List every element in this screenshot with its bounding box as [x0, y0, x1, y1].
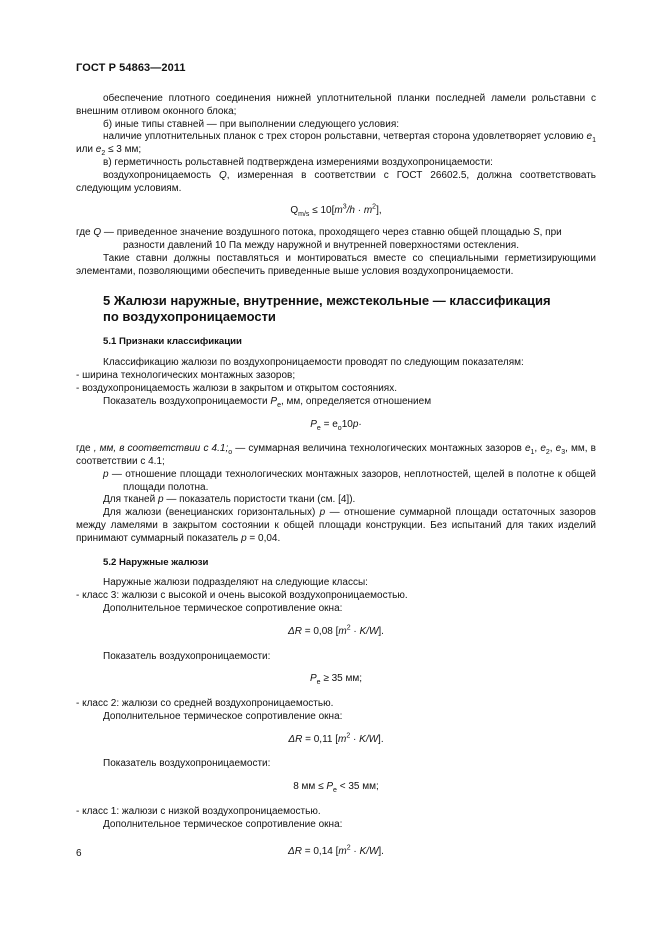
- formula-airflow: $Q_{m/s} \le 10[m^3/h \cdot m^2]$,: [290, 204, 382, 219]
- formula-delta-r-class2: ΔR = 0,11 $[m^2 \cdot K/W]$.: [288, 732, 384, 745]
- definition-continuation: разности давлений 10 Па между наружной и внутренней поверхностями остекления.: [123, 239, 519, 251]
- paragraph: Классификацию жалюзи по воздухопроницаемости проводят по следующим показателям:: [103, 357, 524, 369]
- formula-pe-class2: 8 мм ≤ $P_e < 35$ мм;: [293, 781, 379, 795]
- paragraph: Такие ставни должны поставляться и монтироваться вместе со специальными герметизирующими элементами, позволяющими обеспечить приведенные выше условия воздухопроницаемости.: [76, 252, 596, 277]
- paragraph: воздухопроницаемость Q, измеренная в соответствии с ГОСТ 26602.5, должна соответствовать следующим условиям.: [76, 169, 596, 194]
- definition: p — отношение площади технологических монтажных зазоров, неплотностей, щелей в полотне к общей площади полотна.: [103, 468, 596, 493]
- paragraph: Показатель воздухопроницаемости $P_e$, мм, определяется отношением: [103, 395, 432, 409]
- section-title: 5 Жалюзи наружные, внутренние, межстекольные — классификация по воздухопроницаемости: [103, 293, 551, 324]
- list-item: - класс 2: жалюзи со средней воздухопроницаемостью.: [76, 698, 334, 710]
- formula-delta-r-class3: ΔR = 0,08 $[m^2 \cdot K/W]$.: [288, 624, 384, 637]
- paragraph: наличие уплотнительных планок с трех сторон рольставни, четвертая сторона удовлетворяет условию $e_1$ или $e_2 \le 3$ мм;: [76, 131, 596, 158]
- paragraph: Наружные жалюзи подразделяют на следующие классы:: [103, 577, 368, 589]
- definition: где Q — приведенное значение воздушного потока, проходящего через ставню общей площадью S, при: [76, 227, 562, 239]
- paragraph: Дополнительное термическое сопротивление окна:: [103, 818, 343, 830]
- paragraph: Для жалюзи (венецианских горизонтальных) p — отношение суммарной площади остаточных зазоров между ламелями в закрытом состоянии к общей площади конструкции. Без испытаний для таких изделий принимают суммарный показатель p = 0,04.: [76, 507, 596, 544]
- paragraph: Для тканей p — показатель пористости ткани (см. [4]).: [103, 494, 356, 506]
- document-body: [76, 93, 596, 858]
- list-item: - ширина технологических монтажных зазоров;: [76, 369, 296, 381]
- subsection-title: 5.1 Признаки классификации: [103, 336, 242, 348]
- definition: где , мм, в соответствии с $4.1;_o$ — суммарная величина технологических монтажных зазоров $e_1$, $e_2$, $e_3$, мм, в соответствии с 4.1;: [76, 443, 596, 467]
- paragraph: обеспечение плотного соединения нижней уплотнительной планки последней ламели рольставни с внешним отливом оконного блока;: [76, 93, 596, 117]
- paragraph: Показатель воздухопроницаемости:: [103, 650, 271, 662]
- paragraph: Дополнительное термическое сопротивление окна:: [103, 710, 343, 722]
- paragraph: Показатель воздухопроницаемости:: [103, 758, 271, 770]
- paragraph: Дополнительное термическое сопротивление окна:: [103, 602, 343, 614]
- paragraph: б) иные типы ставней — при выполнении следующего условия:: [103, 118, 400, 130]
- list-item: - класс 1: жалюзи с низкой воздухопроницаемостью.: [76, 806, 321, 818]
- subsection-title: 5.2 Наружные жалюзи: [103, 556, 209, 568]
- document-header: ГОСТ Р 54863—2011: [76, 62, 186, 74]
- list-item: - воздухопроницаемость жалюзи в закрытом и открытом состояниях.: [76, 382, 398, 394]
- page-number: 6: [76, 848, 82, 859]
- list-item: - класс 3: жалюзи с высокой и очень высокой воздухопроницаемостью.: [76, 590, 408, 602]
- formula-pe: $P_e = e_o10p\cdot$: [310, 419, 362, 433]
- formula-delta-r-class1: ΔR = 0,14 $[m^2 \cdot K/W]$.: [288, 844, 384, 857]
- formula-pe-class3: $P_e \ge 35$ мм;: [309, 673, 363, 687]
- paragraph: в) герметичность рольставней подтверждена измерениями воздухопроницаемости:: [103, 156, 493, 168]
